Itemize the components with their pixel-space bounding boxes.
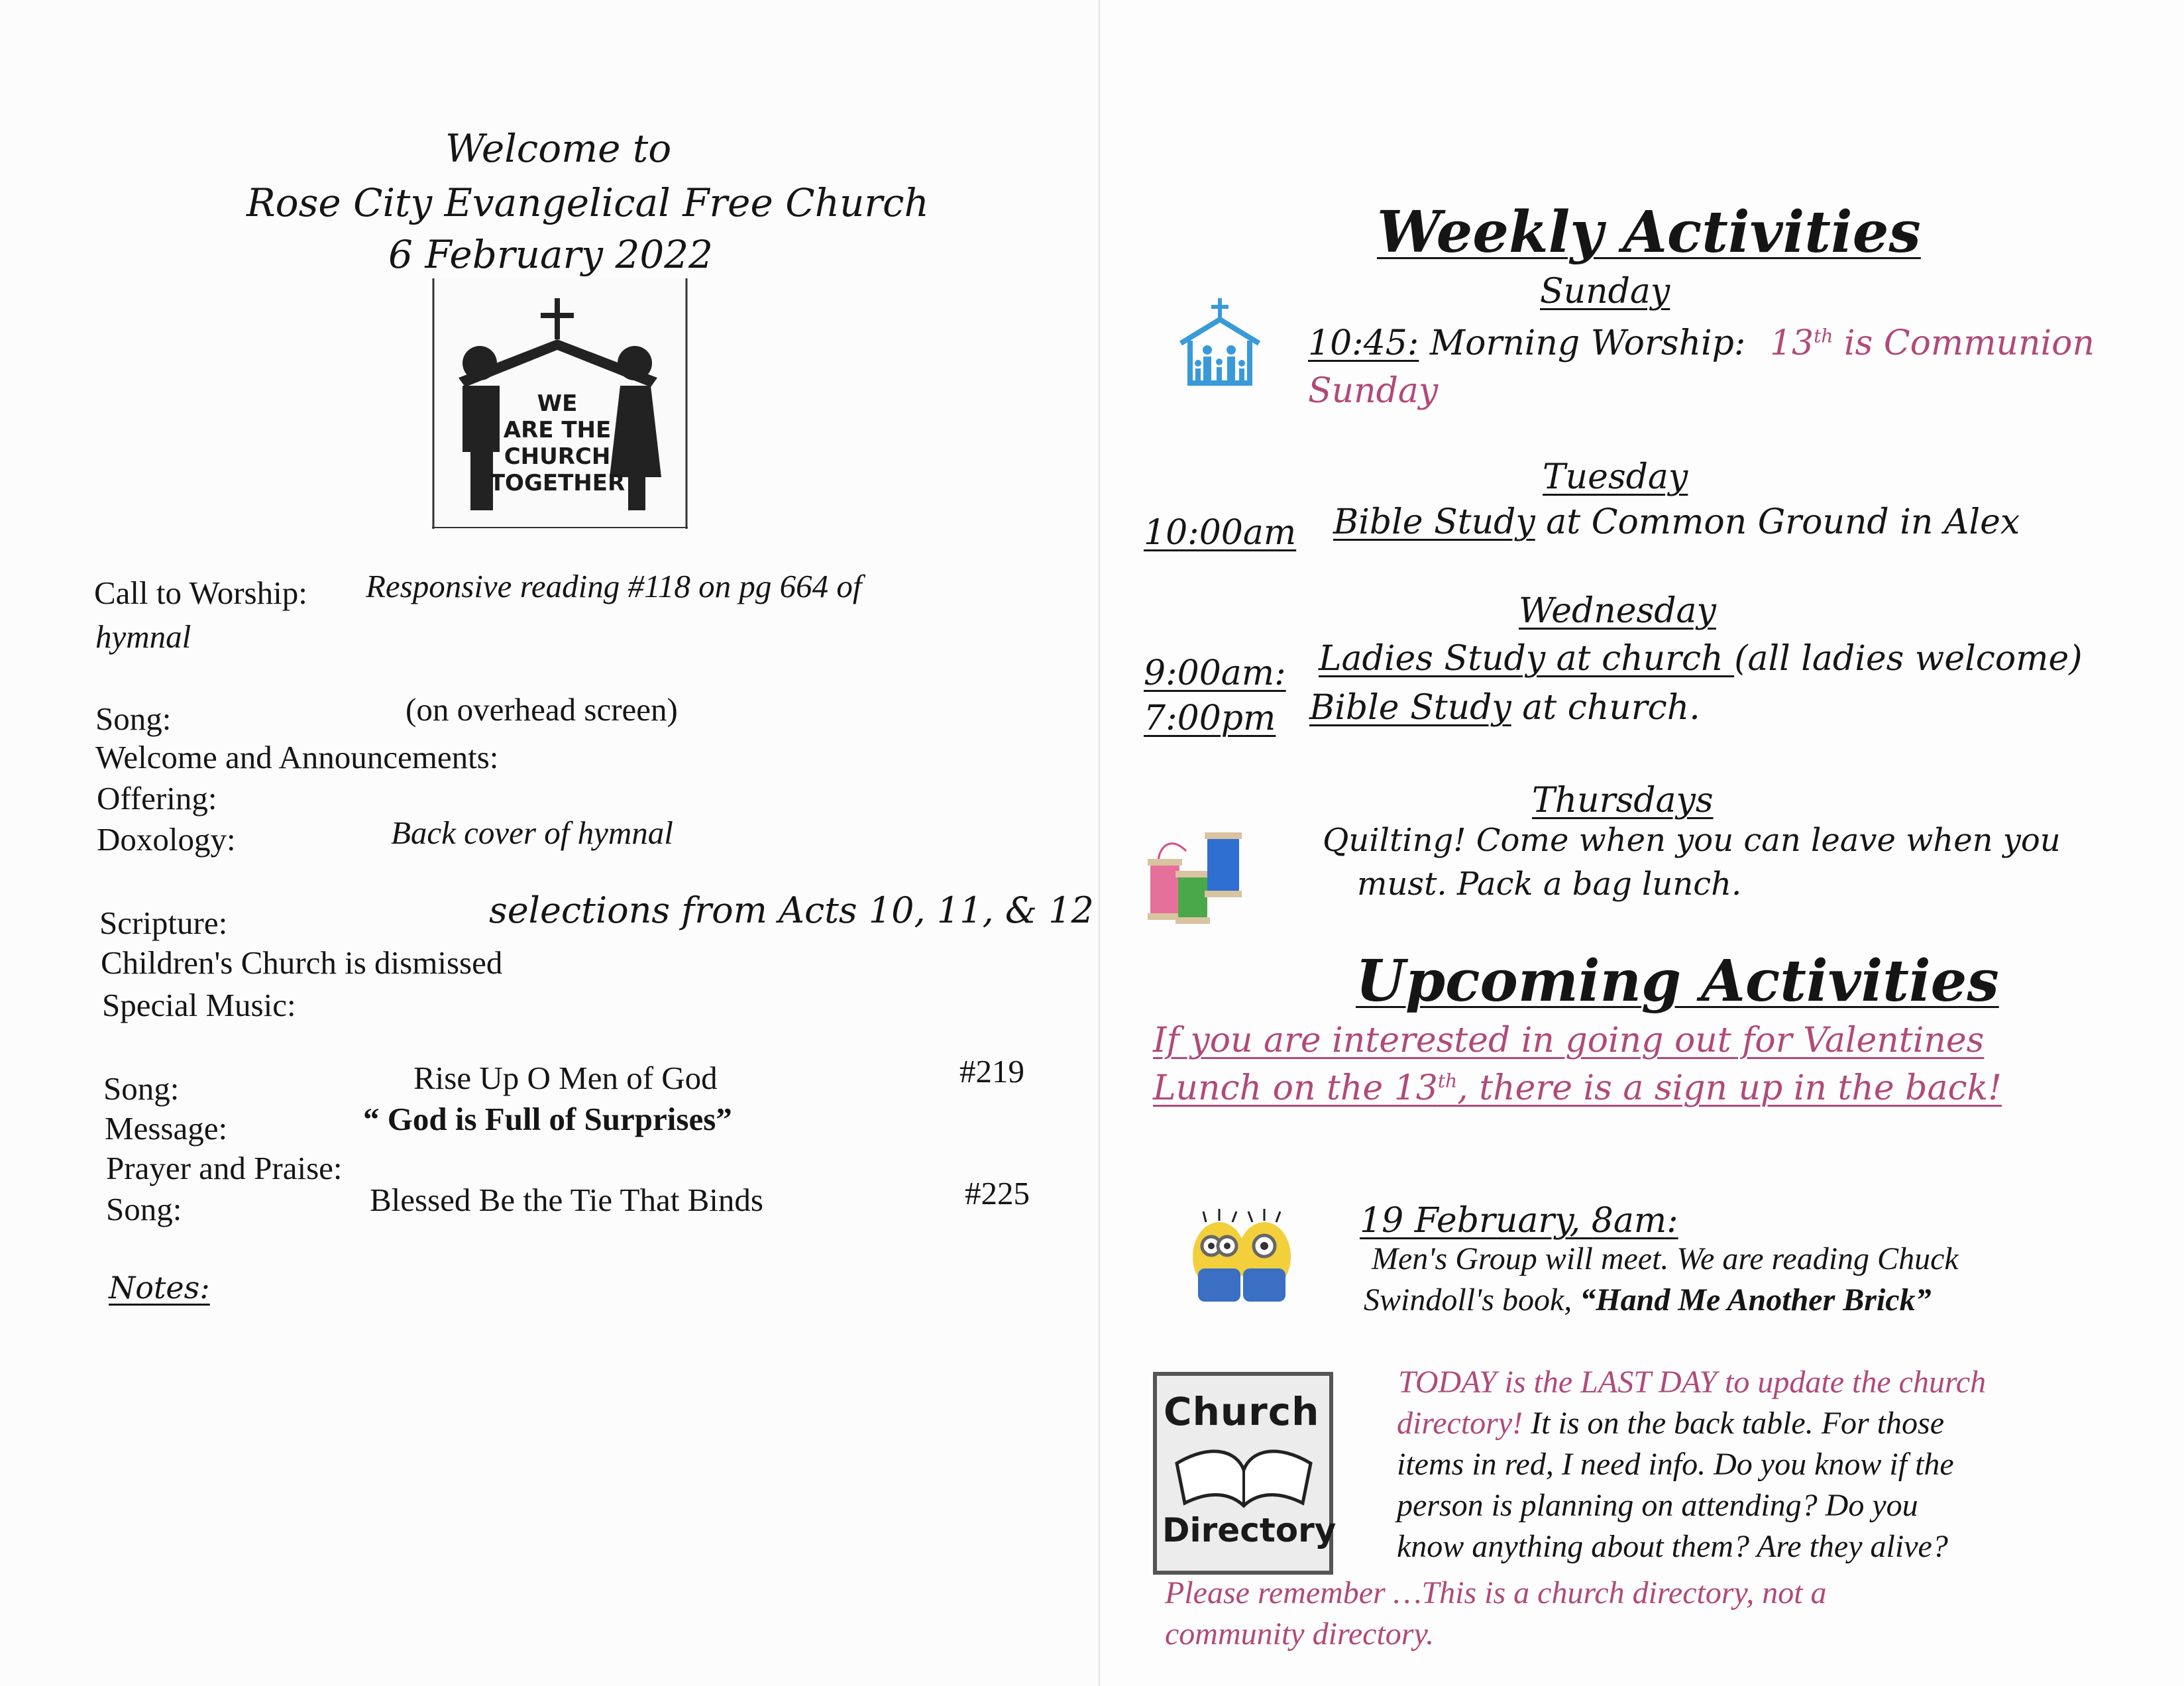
directory-line2: directory! It is on the back table. For those [1397,1406,1945,1441]
directory-line5: know anything about them? Are they alive? [1397,1529,1948,1564]
bulletin-date: 6 February 2022 [388,232,714,277]
wednesday-rest2: at church. [1511,688,1700,728]
right-page [1100,0,2184,1686]
tuesday-time: 10:00am [1144,513,1297,553]
thread-spools-icon [1146,824,1252,930]
song1-label: Song: [95,701,172,737]
svg-text:WE: WE [537,390,578,417]
sunday-time: 10:45: [1308,323,1419,363]
scripture-value: selections from Acts 10, 11, & 12 [489,889,1094,931]
mens-date: 19 February, 8am: [1360,1201,1678,1241]
svg-text:TOGETHER: TOGETHER [489,470,626,496]
doxology-value: Back cover of hymnal [391,815,673,851]
church-together-icon [432,278,688,529]
sunday-note-cont: Sunday [1308,371,1439,411]
directory-line7: community directory. [1165,1616,1435,1652]
call-to-worship-value-cont: hymnal [95,618,191,655]
thursdays-line2: must. Pack a bag lunch. [1357,866,1742,903]
svg-text:CHURCH: CHURCH [504,443,611,470]
wednesday-line1 [1319,639,2083,679]
svg-text:ARE THE: ARE THE [503,417,612,443]
directory-line3: items in red, I need info. Do you know if the [1397,1447,1954,1482]
song3-value: Blessed Be the Tie That Binds [370,1182,763,1218]
tuesday-event: Bible Study [1333,502,1535,542]
prayer-praise-label: Prayer and Praise: [106,1150,343,1186]
song3-label: Song: [106,1191,182,1227]
directory-logo-bottom: Directory [1162,1511,1337,1549]
wednesday-line2 [1309,688,1700,728]
notes-label: Notes: [109,1270,210,1306]
wednesday-event1: Ladies Study at church [1319,639,1735,679]
song2-value: Rise Up O Men of God [413,1060,718,1096]
welcome-announcements-label: Welcome and Announcements: [95,739,499,775]
childrens-church-label: Children's Church is dismissed [101,944,503,981]
wednesday-rest1: (all ladies welcome) [1734,639,2083,679]
sunday-event: Morning Worship: [1429,323,1746,363]
sunday-note: 13th is Communion [1769,323,2095,363]
wednesday-time1: 9:00am: [1144,653,1286,693]
song1-value: (on overhead screen) [406,691,678,728]
valentines-line2: Lunch on the 13th, there is a sign up in the back! [1153,1068,2002,1108]
mens-line2: Swindoll's book, “Hand Me Another Brick” [1364,1282,1932,1318]
sunday-heading: Sunday [1540,272,1670,311]
directory-line1: TODAY is the LAST DAY to update the church [1398,1365,1987,1400]
thursdays-line1: Quilting! Come when you can leave when you [1323,822,2061,859]
tuesday-heading: Tuesday [1543,457,1688,497]
church-directory-logo [1153,1372,1337,1575]
church-name: Rose City Evangelical Free Church [246,180,929,225]
thursdays-heading: Thursdays [1532,781,1714,820]
call-to-worship-label: Call to Worship: [94,575,307,611]
church-family-icon [1174,296,1280,388]
song2-label: Song: [103,1070,180,1107]
directory-line4: person is planning on attending? Do you [1397,1488,1918,1523]
wednesday-event2: Bible Study [1309,688,1511,728]
open-book-icon [1170,1437,1317,1516]
message-value: “ God is Full of Surprises” [363,1101,732,1137]
mens-line1: Men's Group will meet. We are reading Chuck [1372,1241,1959,1276]
upcoming-heading: Upcoming Activities [1356,948,1999,1015]
message-label: Message: [105,1110,228,1147]
sunday-line [1308,323,2095,363]
valentines-line1: If you are interested in going out for Valentines [1153,1021,1985,1060]
scripture-label: Scripture: [99,905,228,941]
directory-line6: Please remember …This is a church directory, not a [1165,1575,1827,1610]
wednesday-time2: 7:00pm [1144,699,1276,738]
offering-label: Offering: [97,780,217,816]
tuesday-line [1333,502,2020,542]
special-music-label: Special Music: [102,987,296,1023]
minions-icon [1179,1205,1305,1311]
doxology-label: Doxology: [97,821,236,858]
song3-number: #225 [965,1175,1030,1211]
directory-logo-top: Church [1164,1389,1320,1434]
welcome-line: Welcome to [445,126,672,171]
tuesday-rest: at Common Ground in Alex [1535,502,2020,542]
wednesday-heading: Wednesday [1519,591,1716,631]
church-together-logo [432,278,688,529]
song2-number: #219 [959,1053,1024,1090]
call-to-worship-value: Responsive reading #118 on pg 664 of [366,568,862,604]
weekly-heading: Weekly Activities [1377,199,1921,266]
